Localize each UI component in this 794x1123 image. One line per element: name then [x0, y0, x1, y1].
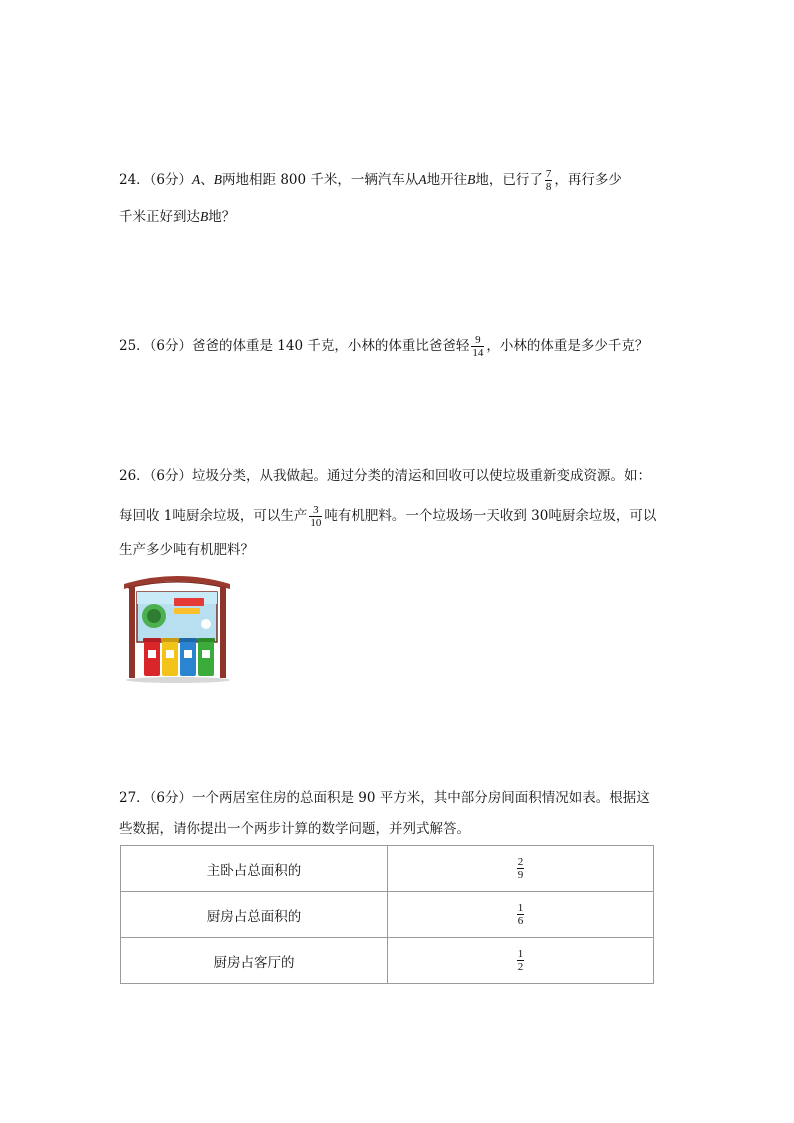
question-26-line-2: 每回收 1吨厨余垃圾，可以生产 $\frac{3}{10}$ 吨有机肥料。一个垃圾场一天收到 30吨厨余垃圾，可以	[119, 504, 657, 529]
fraction-7-8: $\frac{7}{8}$	[545, 168, 552, 193]
question-27-line-1: 27．（6分）一个两居室住房的总面积是 90 平方米，其中部分房间面积情况如表。根据这	[119, 790, 650, 806]
question-25	[119, 334, 679, 360]
room-area-table	[120, 845, 654, 984]
table-cell-label: 厨房占总面积的	[121, 892, 388, 938]
table-cell-fraction: $\frac{1}{6}$	[388, 892, 654, 938]
question-26	[119, 466, 679, 566]
question-24	[119, 168, 679, 228]
table-cell-fraction: $\frac{2}{9}$	[388, 846, 654, 892]
fraction-3-10: $\frac{3}{10}$	[310, 504, 322, 529]
fraction-9-14: $\frac{9}{14}$	[472, 334, 484, 359]
question-24-line-1: 24．（6分）A、B两地相距 800 千米，一辆汽车从A地开往B地，已行了 $\frac{7}{8}$ ，再行多少	[119, 168, 622, 193]
table-row	[121, 938, 654, 984]
table-cell-fraction: $\frac{1}{2}$	[388, 938, 654, 984]
question-27	[119, 788, 679, 838]
garbage-sorting-station-illustration	[122, 570, 232, 683]
question-24-line-2: 千米正好到达B地？	[119, 209, 236, 225]
table-cell-label: 厨房占客厅的	[121, 938, 388, 984]
question-26-line-3: 生产多少吨有机肥料？	[119, 542, 254, 558]
question-27-line-2: 些数据，请你提出一个两步计算的数学问题，并列式解答。	[119, 821, 470, 837]
table-cell-label: 主卧占总面积的	[121, 846, 388, 892]
question-26-line-1: 26．（6分）垃圾分类，从我做起。通过分类的清运和回收可以使垃圾重新变成资源。如：	[119, 468, 652, 484]
table-row	[121, 846, 654, 892]
table-row	[121, 892, 654, 938]
question-25-line-1: 25．（6分）爸爸的体重是 140 千克，小林的体重比爸爸轻 $\frac{9}{14}$ ，小林的体重是多少千克？	[119, 334, 649, 359]
